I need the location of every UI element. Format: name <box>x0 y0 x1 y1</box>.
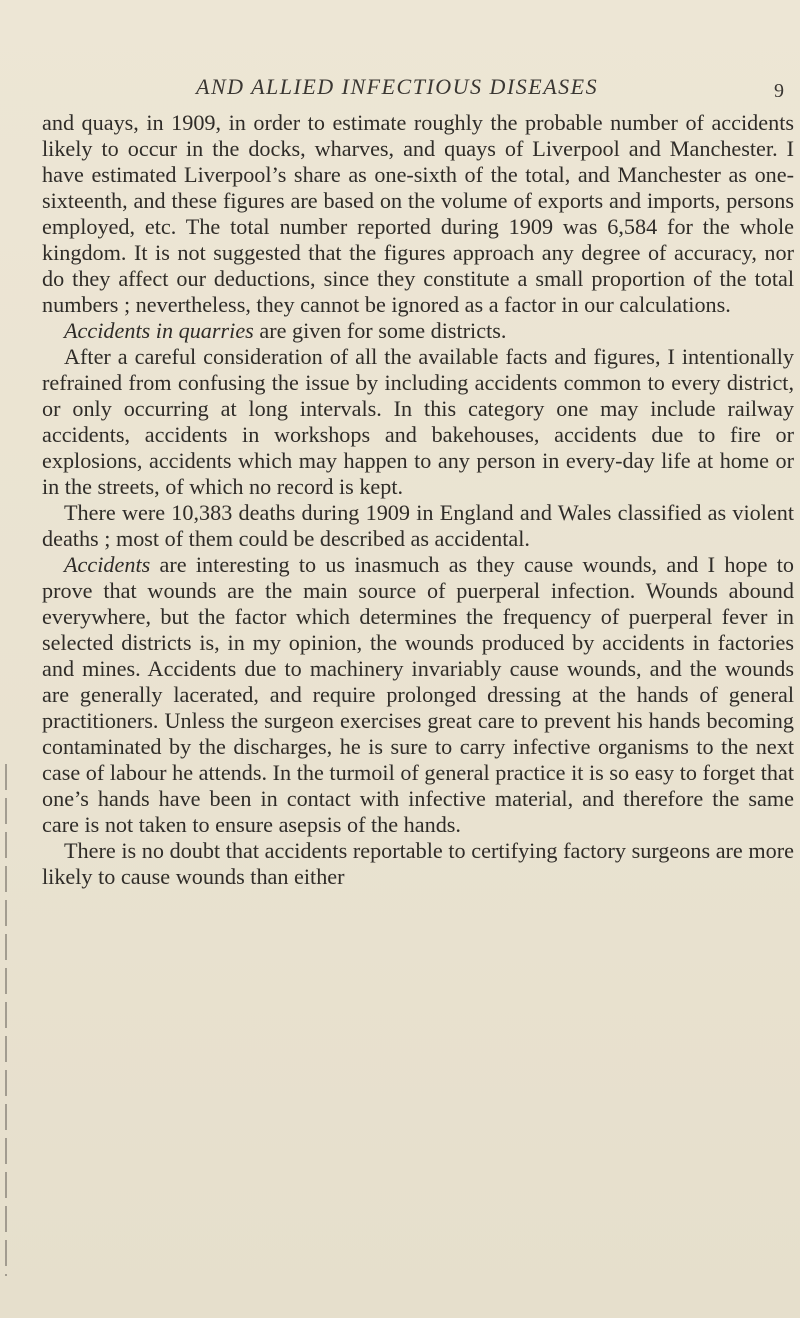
paragraph-2 <box>42 318 794 344</box>
paragraph-2-text: are given for some districts. <box>253 318 507 343</box>
paragraph-3-text: After a careful consideration of all the available facts and figures, I intentionally refrained from confusing the issue by including accidents common to every district, or only occurring at long intervals. In this category one may include railway accidents, accidents in workshops and bakehouses, accidents due to fire or explosions, accidents which may happen to any person in every-day life at home or in the streets, of which no record is kept. <box>42 344 794 499</box>
paragraph-4-text: There were 10,383 deaths during 1909 in England and Wales classified as violent deaths ; most of them could be described as accidental. <box>42 500 794 551</box>
paragraph-5-text: are interesting to us inasmuch as they cause wounds, and I hope to prove that wounds are the main source of puerperal infection. Wounds abound everywhere, but the factor which determines the frequency of puerperal fever in selected districts is, in my opinion, the wounds produced by accidents in factories and mines. Accidents due to machinery invariably cause wounds, and the wounds are generally lacerated, and require prolonged dressing at the hands of general practitioners. Unless the surgeon exercises great care to prevent his hands becoming contaminated by the discharges, he is sure to carry infective organisms to the next case of labour he attends. In the turmoil of general practice it is so easy to forget that one’s hands have been in contact with infective material, and therefore the same care is not taken to ensure asepsis of the hands. <box>42 552 794 837</box>
paragraph-6-text: There is no doubt that accidents reportable to certifying factory surgeons are more likely to cause wounds than either <box>42 838 794 889</box>
paragraph-3 <box>42 344 794 500</box>
paragraph-1 <box>42 110 794 318</box>
page-number: 9 <box>774 80 784 102</box>
paragraph-5-lead: Accidents <box>64 552 151 577</box>
paragraph-5 <box>42 552 794 838</box>
margin-marking <box>5 764 7 1276</box>
paragraph-2-lead: Accidents in quarries <box>64 318 254 343</box>
paragraph-6 <box>42 838 794 890</box>
paragraph-4 <box>42 500 794 552</box>
paragraph-1-text: and quays, in 1909, in order to estimate roughly the probable number of accidents likely to occur in the docks, wharves, and quays of Liverpool and Manchester. I have estimated Liverpool’s share as one-sixth of the total, and Manchester as one-sixteenth, and these figures are based on the volume of exports and imports, persons employed, etc. The total number reported during 1909 was 6,584 for the whole kingdom. It is not suggested that the figures approach any degree of accuracy, nor do they affect our deductions, since they constitute a small proportion of the total numbers ; nevertheless, they cannot be ignored as a factor in our calculations. <box>42 110 794 317</box>
body-text <box>42 110 794 890</box>
running-head: AND ALLIED INFECTIOUS DISEASES <box>196 74 599 99</box>
